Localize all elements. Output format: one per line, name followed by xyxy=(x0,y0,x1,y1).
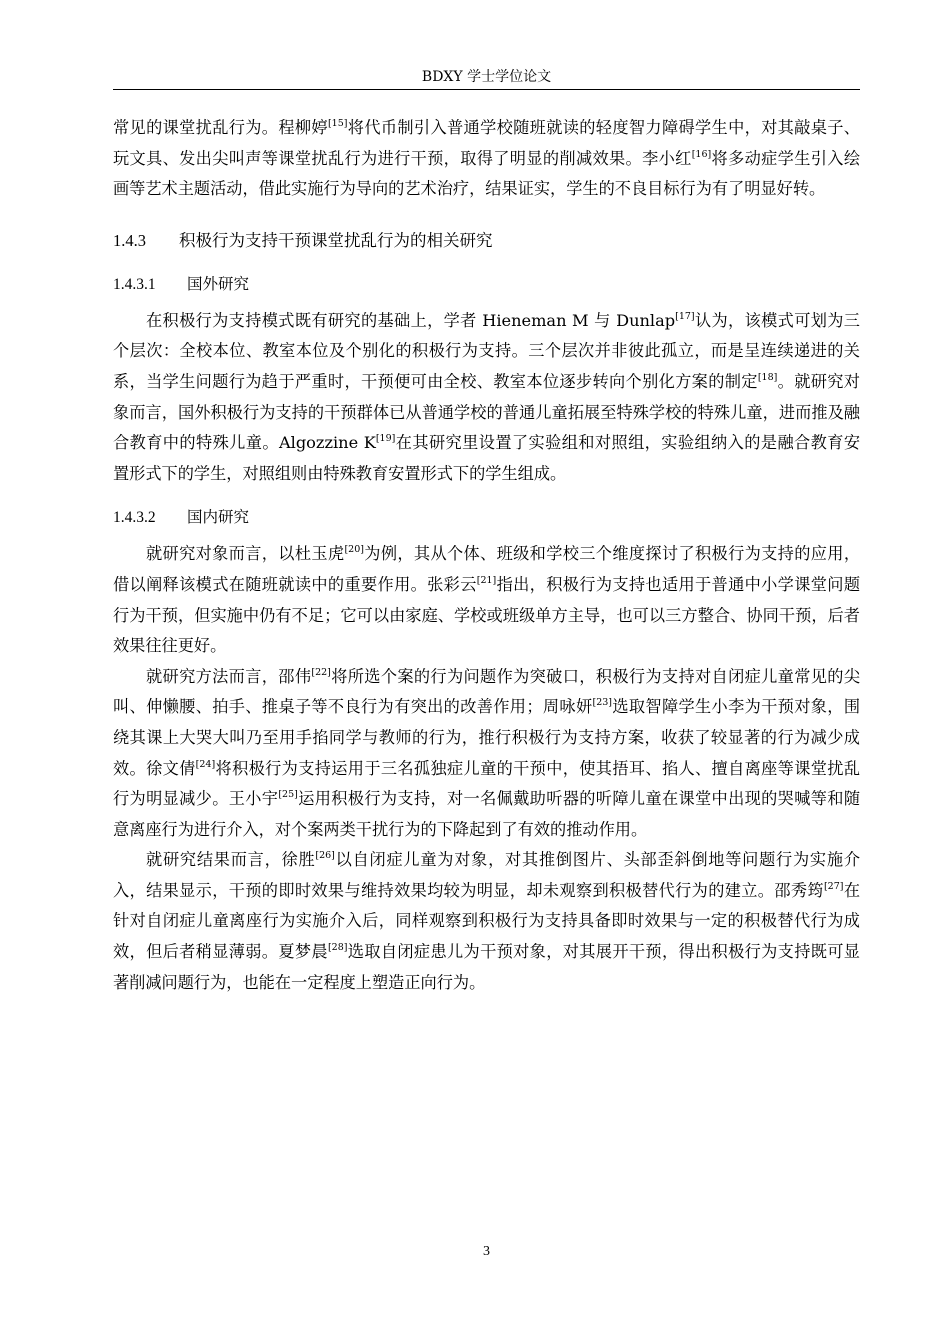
citation-21: [21] xyxy=(476,574,497,586)
running-header: BDXY 学士学位论文 xyxy=(421,69,552,85)
paragraph-research-methods xyxy=(113,662,860,846)
section-number: 1.4.3 xyxy=(113,230,146,250)
text-run: 就研究对象而言，以杜玉虎 xyxy=(146,544,345,564)
header-rule xyxy=(113,89,860,90)
section-title: 国内研究 xyxy=(187,508,250,527)
text-run: 在其研究里设置了实验组和对照组，实验组纳入的是融合教育安置形式下的学生，对照组则由特殊教育安置形式下的学生组成。 xyxy=(113,433,861,483)
page-body xyxy=(113,113,860,998)
text-run: 将所选个案的行为问题作为突破口，积极行为支持对自闭症儿童常见的尖叫、伸懒腰、拍手、推桌子等不良行为有突出的改善作用；周咏妍 xyxy=(113,666,861,717)
text-run: 将积极行为支持运用于三名孤独症儿童的干预中，使其捂耳、掐人、擅自离座等课堂扰乱行为明显减少。王小宇 xyxy=(113,758,861,809)
text-run: 在积极行为支持模式既有研究的基础上，学者 Hieneman M 与 Dunlap xyxy=(146,310,676,330)
paragraph-continuation xyxy=(113,113,860,205)
citation-22: [22] xyxy=(311,666,331,678)
text-run: 将代币制引入普通学校随班就读的轻度智力障碍学生中，对其敲桌子、玩文具、发出尖叫声等课堂扰乱行为进行干预，取得了明显的削减效果。李小红 xyxy=(113,118,860,168)
citation-27: [27] xyxy=(823,880,844,892)
text-run: 常见的课堂扰乱行为。程柳婷 xyxy=(113,118,328,137)
citation-23: [23] xyxy=(592,697,612,709)
paragraph-research-results xyxy=(113,845,860,998)
text-run: 为例，其从个体、班级和学校三个维度探讨了积极行为支持的应用，借以阐释该模式在随班就读中的重要作用。张彩云 xyxy=(113,544,861,594)
text-run: 指出，积极行为支持也适用于普通中小学课堂问题行为干预，但实施中仍有不足；它可以由家庭、学校或班级单方主导，也可以三方整合、协同干预，后者效果往往更好。 xyxy=(113,574,861,656)
citation-20: [20] xyxy=(344,544,364,556)
section-number: 1.4.3.1 xyxy=(113,275,156,293)
citation-28: [28] xyxy=(327,942,348,954)
page-number: 3 xyxy=(483,1244,490,1259)
section-heading-1-4-3 xyxy=(113,226,860,256)
text-run: 以自闭症儿童为对象，对其推倒图片、头部歪斜倒地等问题行为实施介入，结果显示，干预的即时效果与维持效果均较为明显，却未观察到积极替代行为的建立。邵秀筠 xyxy=(113,850,861,900)
text-run: 运用积极行为支持，对一名佩戴助听器的听障儿童在课堂中出现的哭喊等和随意离座行为进行介入，对个案两类干扰行为的下降起到了有效的推动作用。 xyxy=(113,789,861,839)
text-run: 就研究结果而言，徐胜 xyxy=(146,850,316,870)
citation-16: [16] xyxy=(691,148,712,160)
paragraph-research-objects xyxy=(113,539,860,661)
text-run: 选取智障学生小李为干预对象，围绕其课上大哭大叫乃至用手掐同学与教师的行为，推行积极行为支持方案，收获了较显著的行为减少成效。徐文倩 xyxy=(113,697,861,778)
citation-15: [15] xyxy=(327,118,348,129)
section-heading-1-4-3-1 xyxy=(113,269,860,300)
text-run: 在针对自闭症儿童离座行为实施介入后，同样观察到积极行为支持具备即时效果与一定的积极替代行为成效，但后者稍显薄弱。夏梦晨 xyxy=(113,880,861,962)
section-title: 国外研究 xyxy=(187,274,250,293)
section-title: 积极行为支持干预课堂扰乱行为的相关研究 xyxy=(179,230,493,250)
text-run: 。就研究对象而言，国外积极行为支持的干预群体已从普通学校的普通儿童拓展至特殊学校的特殊儿童，进而推及融合教育中的特殊儿童。Algozzine K xyxy=(113,371,860,453)
citation-25: [25] xyxy=(278,789,298,801)
citation-17: [17] xyxy=(675,310,695,322)
text-run: 认为，该模式可划为三个层次：全校本位、教室本位及个别化的积极行为支持。三个层次并非彼此孤立，而是呈连续递进的关系，当学生问题行为趋于严重时，干预便可由全校、教室本位逐步转向个别化方案的制定 xyxy=(113,310,860,391)
section-heading-1-4-3-2 xyxy=(113,502,860,533)
citation-26: [26] xyxy=(315,850,335,862)
citation-19: [19] xyxy=(375,433,396,445)
paragraph-foreign-research xyxy=(113,306,860,490)
citation-18: [18] xyxy=(757,371,778,383)
text-run: 将多动症学生引入绘画等艺术主题活动，借此实施行为导向的艺术治疗，结果证实，学生的不良目标行为有了明显好转。 xyxy=(113,148,861,199)
section-number: 1.4.3.2 xyxy=(113,509,156,527)
text-run: 就研究方法而言，邵伟 xyxy=(146,666,312,686)
citation-24: [24] xyxy=(195,758,216,770)
text-run: 选取自闭症患儿为干预对象，对其展开干预，得出积极行为支持既可显著削减问题行为，也能在一定程度上塑造正向行为。 xyxy=(113,942,860,992)
